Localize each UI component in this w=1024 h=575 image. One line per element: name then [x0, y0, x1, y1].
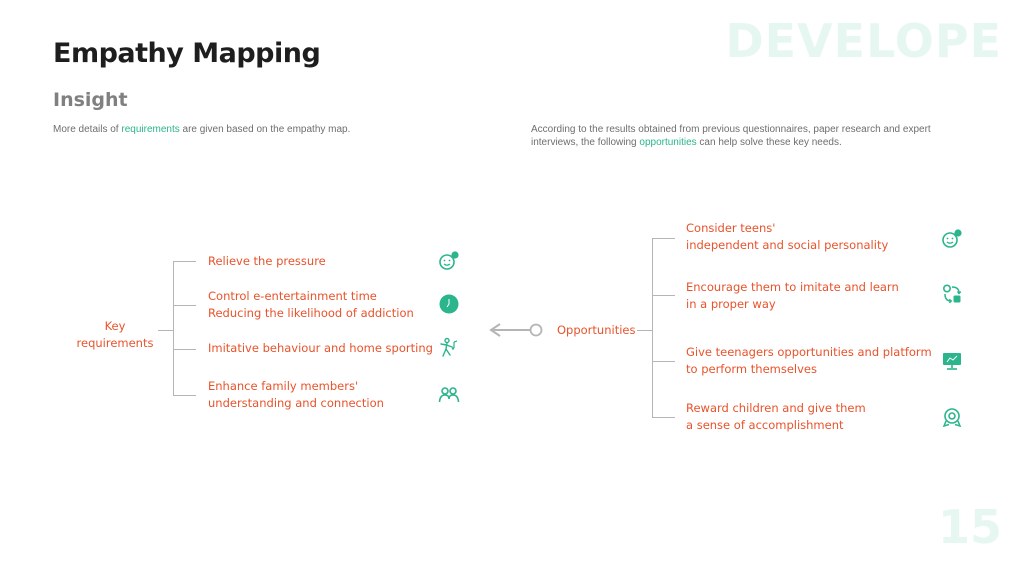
right-description-highlight: opportunities: [639, 137, 697, 148]
requirement-branch-3: [173, 349, 196, 350]
opportunity-branch-1: [652, 238, 675, 239]
requirement-item-2-line2: Reducing the likelihood of addiction: [208, 306, 414, 320]
opportunity-item-2: [686, 279, 899, 313]
requirement-item-4: [208, 378, 384, 412]
opportunities-label: Opportunities: [557, 323, 636, 337]
opportunity-branch-3: [652, 361, 675, 362]
opportunity-item-2-line2: in a proper way: [686, 297, 776, 311]
requirement-item-1-line1: Relieve the pressure: [208, 254, 326, 268]
connector-arrow: [488, 320, 546, 340]
right-description: [531, 123, 1001, 149]
opportunity-item-2-line1: Encourage them to imitate and learn: [686, 280, 899, 294]
requirement-item-4-line2: understanding and connection: [208, 396, 384, 410]
opportunity-branch-2: [652, 295, 675, 296]
requirement-item-4-line1: Enhance family members': [208, 379, 359, 393]
medal-icon: [941, 406, 963, 428]
opportunity-item-1-line1: Consider teens': [686, 221, 776, 235]
opportunity-item-4-line1: Reward children and give them: [686, 401, 866, 415]
key-requirements-spine: [173, 261, 174, 395]
section-watermark: DEVELOPE: [725, 14, 1002, 68]
right-description-after: can help solve these key needs.: [696, 137, 842, 148]
key-requirements-stem: [158, 330, 173, 331]
smile-badge-icon: [438, 250, 460, 272]
requirement-item-3-line1: Imitative behaviour and home sporting: [208, 341, 433, 355]
opportunities-spine: [652, 238, 653, 417]
opportunity-item-4-line2: a sense of accomplishment: [686, 418, 844, 432]
requirement-branch-2: [173, 305, 196, 306]
exchange-icon: [941, 283, 963, 305]
right-description-before: interviews, the following: [531, 137, 640, 148]
requirement-branch-1: [173, 261, 196, 262]
opportunity-item-4: [686, 400, 866, 434]
opportunity-item-3: [686, 344, 932, 378]
opportunity-item-1-line2: independent and social personality: [686, 238, 889, 252]
opportunity-item-1: [686, 220, 888, 254]
screen-icon: [941, 350, 963, 372]
page-number: 15: [937, 500, 1002, 554]
requirement-item-2: [208, 288, 414, 322]
requirement-item-1: [208, 253, 326, 270]
clock-icon: [438, 293, 460, 315]
opportunities-stem: [637, 330, 652, 331]
section-subtitle: Insight: [53, 89, 128, 111]
page-title: Empathy Mapping: [53, 38, 321, 69]
smile-badge-icon: [941, 228, 963, 250]
key-requirements-label: [70, 318, 160, 352]
opportunity-branch-4: [652, 417, 675, 418]
left-description-before: More details of: [53, 124, 122, 135]
left-description: [53, 123, 350, 136]
dancing-person-icon: [438, 337, 460, 359]
opportunity-item-3-line2: to perform themselves: [686, 362, 817, 376]
key-requirements-label-line2: requirements: [76, 336, 154, 350]
right-description-line2: [531, 136, 1001, 149]
opportunity-item-3-line1: Give teenagers opportunities and platform: [686, 345, 932, 359]
key-requirements-label-line1: Key: [104, 319, 126, 333]
left-description-highlight: requirements: [121, 124, 180, 135]
people-icon: [438, 384, 460, 406]
requirement-item-2-line1: Control e-entertainment time: [208, 289, 377, 303]
left-description-after: are given based on the empathy map.: [179, 124, 351, 135]
requirement-item-3: [208, 340, 433, 357]
right-description-line1: According to the results obtained from previous questionnaires, paper research and expert: [531, 124, 931, 135]
requirement-branch-4: [173, 395, 196, 396]
